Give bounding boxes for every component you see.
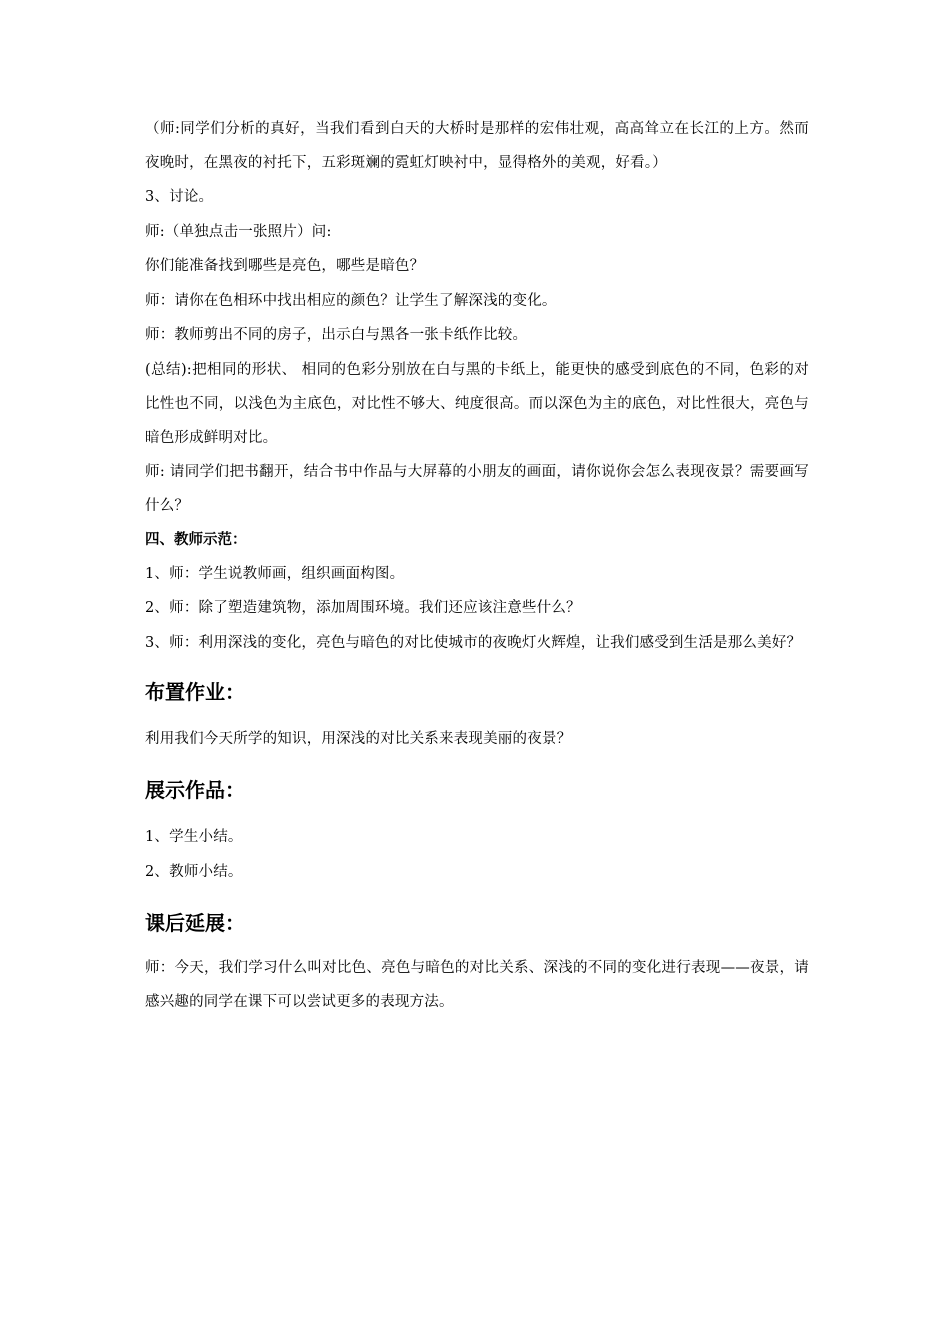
document-page: [145, 112, 809, 1019]
display-item: 2、教师小结。: [145, 863, 243, 880]
homework-text: 利用我们今天所学的知识，用深浅的对比关系来表现美丽的夜景？: [145, 730, 572, 747]
bright-dark-question: 你们能准备找到哪些是亮色，哪些是暗色？: [145, 258, 425, 274]
open-book-paragraph: 师: 请同学们把书翻开，结合书中作品与大屏幕的小朋友的画面，请你说你会怎么表现夜景？需要画写什么？: [145, 463, 809, 514]
teacher-question-intro: 师:（单独点击一张照片）问:: [145, 223, 332, 240]
extension-heading: 课后延展：: [145, 911, 245, 935]
section-four-item: 1、师：学生说教师画，组织画面构图。: [145, 565, 405, 582]
display-heading: 展示作品：: [145, 778, 245, 802]
section-four-item: 2、师：除了塑造建筑物，添加周围环境。我们还应该注意些什么？: [145, 600, 581, 616]
conclusion-paragraph: (总结):把相同的形状、 相同的色彩分别放在白与黑的卡纸上，能更快的感受到底色的不同，色彩的对比性也不同，以浅色为主底色，对比性不够大、纯度很高。而以深色为主的底色，对比性很大，亮色与暗色形成鲜明对比。: [145, 361, 809, 446]
teacher-summary-paragraph: （师:同学们分析的真好，当我们看到白天的大桥时是那样的宏伟壮观，高高耸立在长江的上方。然而夜晚时，在黑夜的衬托下，五彩斑斓的霓虹灯映衬中，显得格外的美观，好看。）: [145, 121, 809, 171]
section-four-title: 四、教师示范：: [145, 531, 247, 548]
color-wheel-paragraph: 师：请你在色相环中找出相应的颜色？让学生了解深浅的变化。: [145, 292, 557, 309]
discussion-step: 3、讨论。: [145, 189, 214, 205]
extension-text: 师：今天，我们学习什么叫对比色、亮色与暗色的对比关系、深浅的不同的变化进行表现——夜景，请感兴趣的同学在课下可以尝试更多的表现方法。: [145, 960, 809, 1010]
display-item: 1、学生小结。: [145, 829, 243, 845]
homework-heading: 布置作业：: [145, 679, 245, 704]
section-four-item: 3、师：利用深浅的变化，亮色与暗色的对比使城市的夜晚灯火辉煌，让我们感受到生活是那么美好？: [145, 634, 802, 651]
house-cutout-paragraph: 师：教师剪出不同的房子，出示白与黑各一张卡纸作比较。: [145, 327, 528, 343]
